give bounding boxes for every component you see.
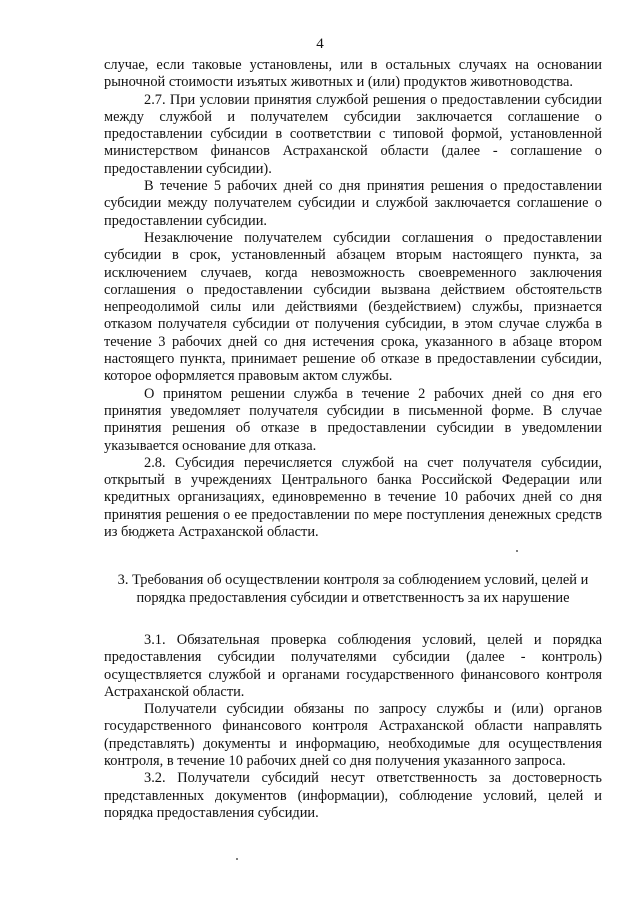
paragraph-agreement-deadline: В течение 5 рабочих дней со дня принятия решения о предоставлении субсидии между получателем субсидии и службой заключается соглашение о предоставлении субсидии. [104,178,602,229]
scan-speck [516,550,518,552]
section-gap [104,607,602,632]
paragraph-documents-request: Получатели субсидии обязаны по запросу службы и (или) органов государственного финансового контроля Астраханской области направлять (представлять) документы и информацию, необходимые для осуществления контроля, в течение 10 рабочих дней со дня получения указанного запроса. [104,701,602,769]
document-body [104,57,602,822]
scan-speck [236,858,238,860]
paragraph-3-1: 3.1. Обязательная проверка соблюдения условий, целей и порядка предоставления субсидии получателями субсидии (далее - контроль) осуществляется службой и органами государственного финансового контроля Астраханской области. [104,631,602,700]
paragraph-2-6-continuation: случае, если таковые установлены, или в остальных случаях на основании рыночной стоимости изъятых животных и (или) продуктов животноводства. [104,57,602,91]
page-number: 4 [316,36,324,52]
paragraph-non-conclusion: Незаключение получателем субсидии соглашения о предоставлении субсидии в срок, установленный абзацем вторым настоящего пункта, за исключением случаев, когда невозможность своевременного заключения соглашения о предоставлении субсидии вызвана действием обстоятельств непреодолимой силы или действиями (бездействием) службы, признается отказом получателя субсидии от получения субсидии, в этом случае служба в течение 3 рабочих дней со дня истечения срока, указанного в абзаце втором настоящего пункта, принимает решение об отказе в предоставлении субсидии, которое оформляется правовым актом службы. [104,229,602,385]
paragraph-2-7: 2.7. При условии принятия службой решения о предоставлении субсидии между службой и получателем субсидии заключается соглашение о предоставлении субсидии в соответствии с типовой формой, установленной министерством финансов Астраханской области (далее - соглашение о предоставлении субсидии). [104,91,602,177]
section-3-heading: 3. Требования об осуществлении контроля за соблюдением условий, целей и порядка предоставления субсидии и ответственностъ за их нарушение [117,572,589,606]
paragraph-2-8: 2.8. Субсидия перечисляется службой на счет получателя субсидии, открытый в учреждениях Центрального банка Российской Федерации или кредитных организациях, единовременно в течение 10 рабочих дней со дня принятия решения о ее предоставлении по мере поступления денежных средств из бюджета Астраханской области. [104,454,602,541]
paragraph-3-2: 3.2. Получатели субсидий несут ответственность за достоверность представленных документов (информации), соблюдение условий, целей и порядка предоставления субсидии. [104,770,602,821]
paragraph-notification: О принятом решении служба в течение 2 рабочих дней со дня его принятия уведомляет получателя субсидии в письменной форме. В случае принятия решения об отказе в предоставлении субсидии в уведомлении указывается основание для отказа. [104,385,602,454]
